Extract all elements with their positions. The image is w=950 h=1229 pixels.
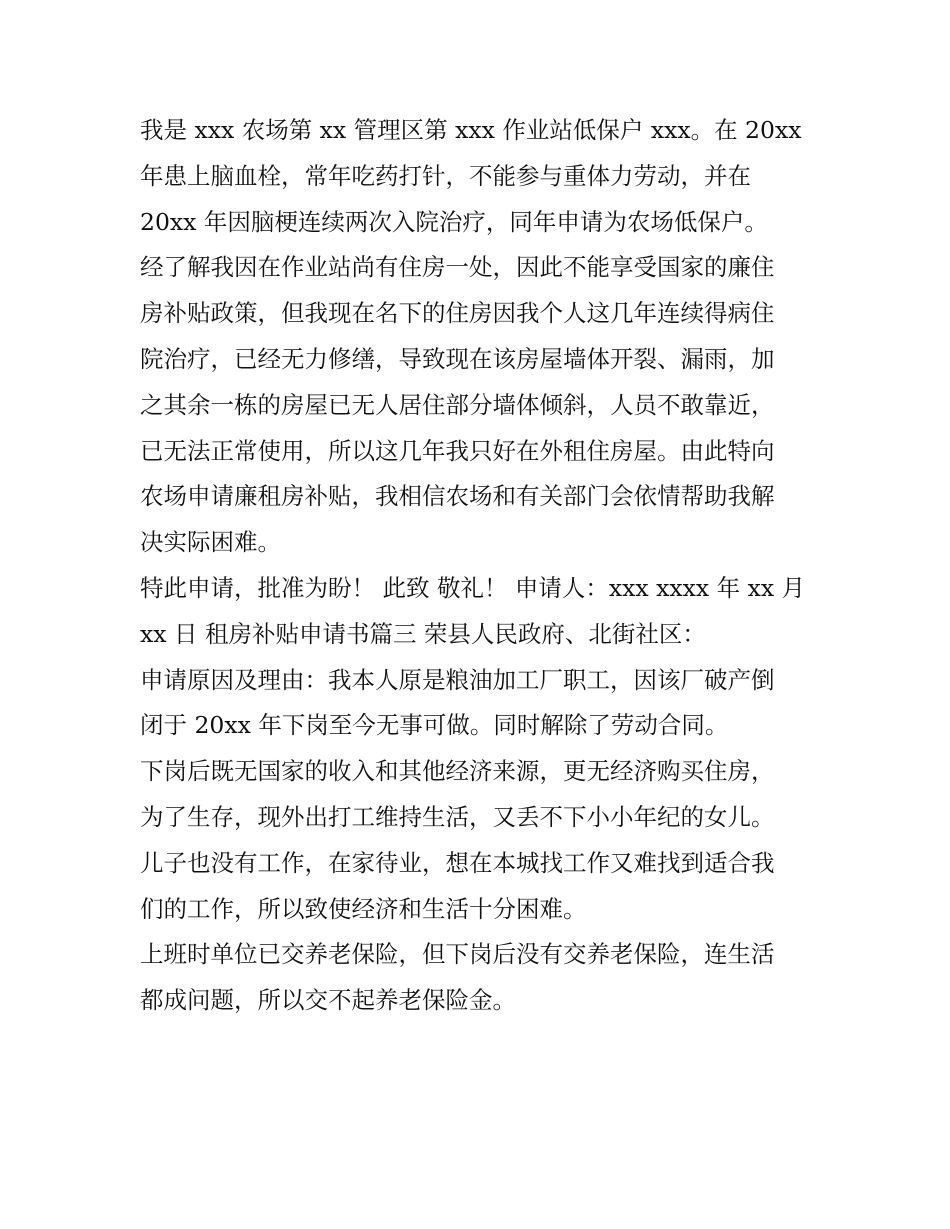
- text-line: 申请原因及理由：我本人原是粮油加工厂职工，因该厂破产倒: [140, 665, 775, 694]
- text-line: 下岗后既无国家的收入和其他经济来源，更无经济购买住房，: [140, 757, 775, 786]
- text-line: 我是 xxx 农场第 xx 管理区第 xxx 作业站低保户 xxx。在 20xx: [140, 116, 802, 144]
- text-line: 之其余一栋的房屋已无人居住部分墙体倾斜，人员不敢靠近，: [140, 390, 775, 419]
- text-line: 经了解我因在作业站尚有住房一处，因此不能享受国家的廉住: [140, 253, 775, 282]
- text-line: 决实际困难。: [140, 528, 281, 557]
- text-line: 上班时单位已交养老保险，但下岗后没有交养老保险，连生活: [140, 940, 775, 969]
- text-line: xx 日 租房补贴申请书篇三 荣县人民政府、北街社区：: [140, 619, 706, 648]
- text-line: 特此申请，批准为盼！ 此致 敬礼！ 申请人：xxx xxxx 年 xx 月: [140, 573, 806, 602]
- text-line: 为了生存，现外出打工维持生活，又丢不下小小年纪的女儿。: [140, 802, 775, 831]
- paragraph-son-unemployed: [140, 841, 820, 933]
- text-line: 农场申请廉租房补贴，我相信农场和有关部门会依情帮助我解: [140, 482, 775, 511]
- paragraph-after-layoff: [140, 749, 820, 841]
- text-line: 们的工作，所以致使经济和生活十分困难。: [140, 894, 587, 923]
- text-line: 年患上脑血栓，常年吃药打针，不能参与重体力劳动，并在: [140, 161, 751, 190]
- paragraph-applicant-intro: [140, 108, 820, 245]
- paragraph-housing-situation: [140, 245, 820, 566]
- text-line: 房补贴政策，但我现在名下的住房因我个人这几年连续得病住: [140, 299, 775, 328]
- paragraph-closing-and-title: [140, 566, 820, 658]
- text-line: 都成问题，所以交不起养老保险金。: [140, 986, 516, 1015]
- text-line: 院治疗，已经无力修缮，导致现在该房屋墙体开裂、漏雨，加: [140, 344, 775, 373]
- text-line: 闭于 20xx 年下岗至今无事可做。同时解除了劳动合同。: [140, 711, 729, 740]
- text-line: 已无法正常使用，所以这几年我只好在外租住房屋。由此特向: [140, 436, 775, 465]
- text-line: 20xx 年因脑梗连续两次入院治疗，同年申请为农场低保户。: [140, 207, 768, 236]
- paragraph-application-reason: [140, 658, 820, 750]
- document-page: [140, 108, 820, 1024]
- paragraph-pension-insurance: [140, 932, 820, 1024]
- text-line: 儿子也没有工作，在家待业，想在本城找工作又难找到适合我: [140, 848, 775, 877]
